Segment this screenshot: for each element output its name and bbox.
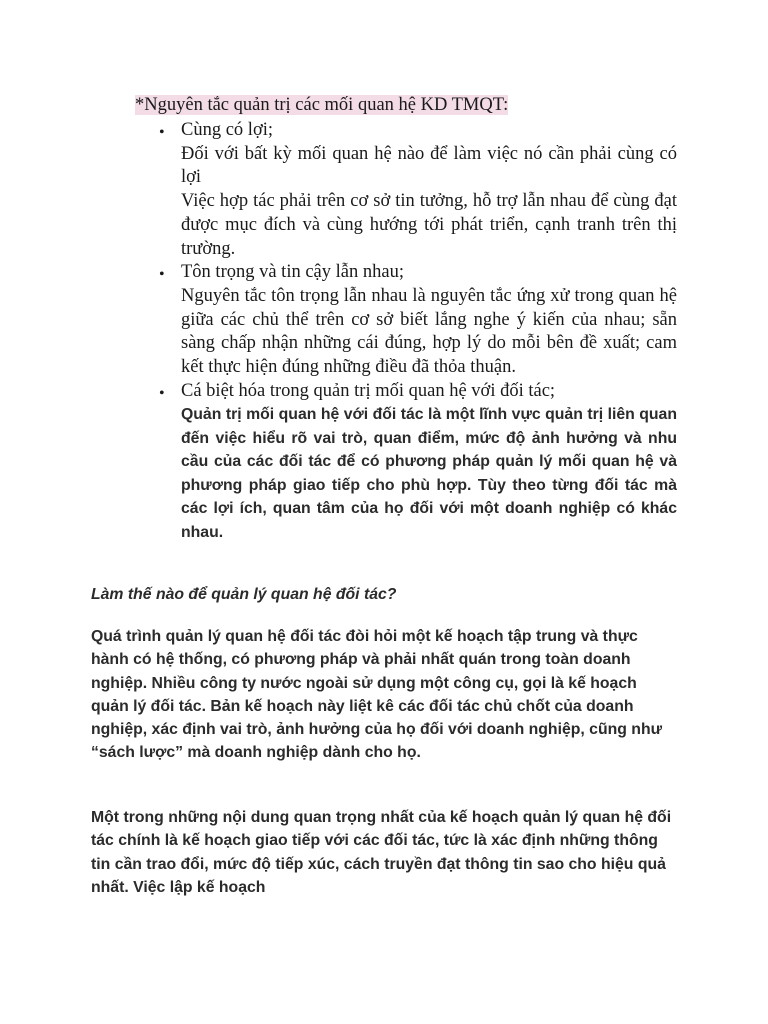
principles-list — [181, 119, 677, 544]
principle-item-individualization — [181, 380, 677, 545]
principle-detail: Việc hợp tác phải trên cơ sở tin tưởng, hỗ trợ lẫn nhau để cùng đạt được mục đích và cùng hướng tới phát triển, cạnh tranh trên thị trường. — [181, 191, 677, 259]
principle-item-mutual-benefit — [181, 119, 677, 261]
principle-title: • Tôn trọng và tin cậy lẫn nhau; — [181, 262, 404, 283]
principle-detail: Nguyên tắc tôn trọng lẫn nhau là nguyên tắc ứng xử trong quan hệ giữa các chủ thể trên cơ sở biết lắng nghe ý kiến của nhau; sẵn sàng chấp nhận những cái đúng, hợp lý do mỗi bên đề xuất; cam kết thực hiện đúng những điều đã thỏa thuận. — [181, 285, 677, 378]
body-paragraph: Quá trình quản lý quan hệ đối tác đòi hỏi một kế hoạch tập trung và thực hành có hệ thống, có phương pháp và phải nhất quán trong toàn doanh nghiệp. Nhiều công ty nước ngoài sử dụng một công cụ, gọi là kế hoạch quản lý đối tác. Bản kế hoạch này liệt kê các đối tác chủ chốt của doanh nghiệp, xác định vai trò, ảnh hưởng của họ đối với doanh nghiệp, cũng như “sách lược” mà doanh nghiệp dành cho họ. — [91, 628, 663, 762]
principle-title: • Cùng có lợi; — [181, 120, 274, 140]
section-title: Làm thế nào để quản lý quan hệ đối tác? — [91, 586, 397, 603]
principle-title: • Cá biệt hóa trong quản trị mối quan hệ với đối tác; — [181, 380, 556, 401]
principle-item-respect-trust — [181, 261, 677, 380]
principle-detail: Đối với bất kỳ mối quan hệ nào để làm việc nó cần phải cùng có lợi — [181, 143, 677, 188]
body-paragraph: Một trong những nội dung quan trọng nhất của kế hoạch quản lý quan hệ đối tác chính là kế hoạch giao tiếp với các đối tác, tức là xác định những thông tin cần trao đổi, mức độ tiếp xúc, cách truyền đạt thông tin sao cho hiệu quả nhất. Việc lập kế hoạch — [91, 809, 672, 896]
heading-highlight: *Nguyên tắc quản trị các mối quan hệ KD TMQT: — [135, 95, 509, 115]
principles-heading — [135, 94, 508, 117]
principle-detail: Quản trị mối quan hệ với đối tác là một lĩnh vực quản trị liên quan đến việc hiểu rõ vai trò, quan điểm, mức độ ảnh hưởng và nhu cầu của các đối tác để có phương pháp quản lý mối quan hệ và phương pháp giao tiếp cho phù hợp. Tùy theo từng đối tác mà các lợi ích, quan tâm của họ đối với một doanh nghiệp có khác nhau. — [181, 406, 677, 541]
